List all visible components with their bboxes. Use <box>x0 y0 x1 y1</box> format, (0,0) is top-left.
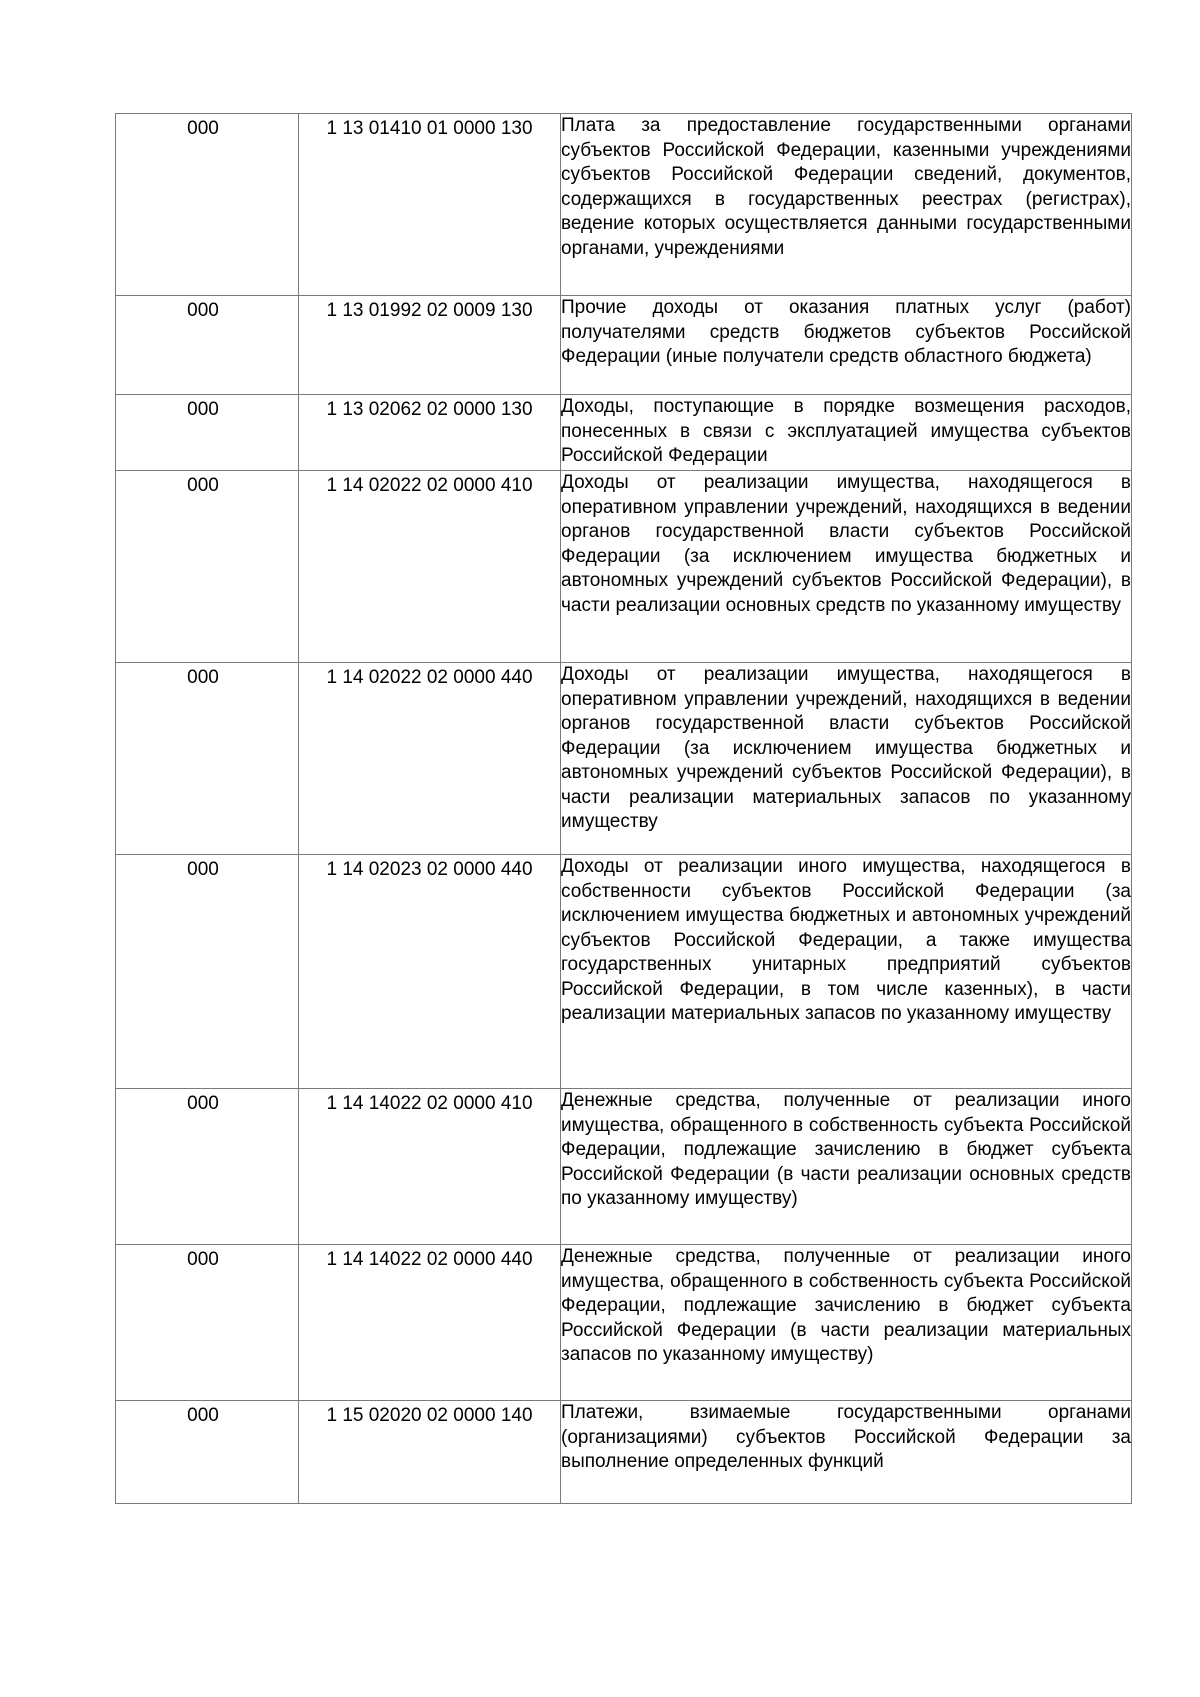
income-name: Доходы, поступающие в порядке возмещения расходов, понесенных в связи с эксплуатацией имущества субъектов Российской Федерации <box>561 395 1132 471</box>
admin-code: 000 <box>187 1249 219 1270</box>
income-code-cell <box>299 1089 561 1245</box>
income-code-cell <box>299 663 561 855</box>
table-row <box>116 1089 1132 1245</box>
admin-code-cell <box>116 1245 299 1401</box>
income-code: 1 14 02022 02 0000 440 <box>326 667 533 688</box>
table-row <box>116 114 1132 296</box>
income-code: 1 13 02062 02 0000 130 <box>326 399 533 420</box>
admin-code: 000 <box>187 1093 219 1114</box>
income-code-cell <box>299 855 561 1089</box>
table-row <box>116 663 1132 855</box>
table-row <box>116 855 1132 1089</box>
admin-code: 000 <box>187 300 219 321</box>
income-code: 1 13 01992 02 0009 130 <box>326 300 533 321</box>
admin-code: 000 <box>187 859 219 880</box>
admin-code: 000 <box>187 118 219 139</box>
admin-code: 000 <box>187 475 219 496</box>
income-codes-table <box>115 113 1132 1504</box>
income-name: Платежи, взимаемые государственными органами (организациями) субъектов Российской Федерации за выполнение определенных функций <box>561 1401 1132 1504</box>
income-code-cell <box>299 114 561 296</box>
income-code-cell <box>299 395 561 471</box>
admin-code-cell <box>116 296 299 395</box>
admin-code: 000 <box>187 1405 219 1426</box>
table-row <box>116 1401 1132 1504</box>
income-name: Денежные средства, полученные от реализации иного имущества, обращенного в собственность субъекта Российской Федерации, подлежащие зачислению в бюджет субъекта Российской Федерации (в части реализации основных средств по указанному имуществу) <box>561 1089 1132 1245</box>
admin-code-cell <box>116 1089 299 1245</box>
admin-code-cell <box>116 855 299 1089</box>
income-code: 1 13 01410 01 0000 130 <box>326 118 533 139</box>
income-name: Доходы от реализации имущества, находящегося в оперативном управлении учреждений, находящихся в ведении органов государственной власти субъектов Российской Федерации (за исключением имущества бюджетных и автономных учреждений субъектов Российской Федерации), в части реализации основных средств по указанному имуществу <box>561 471 1132 663</box>
income-code-cell <box>299 296 561 395</box>
admin-code-cell <box>116 471 299 663</box>
income-code: 1 14 14022 02 0000 410 <box>326 1093 533 1114</box>
admin-code-cell <box>116 395 299 471</box>
income-code-cell <box>299 1401 561 1504</box>
admin-code-cell <box>116 1401 299 1504</box>
income-code: 1 14 02022 02 0000 410 <box>326 475 533 496</box>
income-name: Доходы от реализации имущества, находящегося в оперативном управлении учреждений, находящихся в ведении органов государственной власти субъектов Российской Федерации (за исключением имущества бюджетных и автономных учреждений субъектов Российской Федерации), в части реализации материальных запасов по указанному имуществу <box>561 663 1132 855</box>
income-code-cell <box>299 471 561 663</box>
table-row <box>116 1245 1132 1401</box>
income-name: Плата за предоставление государственными органами субъектов Российской Федерации, казенными учреждениями субъектов Российской Федерации сведений, документов, содержащихся в государственных реестрах (регистрах), ведение которых осуществляется данными государственными органами, учреждениями <box>561 114 1132 296</box>
income-name: Доходы от реализации иного имущества, находящегося в собственности субъектов Российской Федерации (за исключением имущества бюджетных и автономных учреждений субъектов Российской Федерации, а также имущества государственных унитарных предприятий субъектов Российской Федерации, в том числе казенных), в части реализации материальных запасов по указанному имуществу <box>561 855 1132 1089</box>
admin-code-cell <box>116 114 299 296</box>
admin-code: 000 <box>187 399 219 420</box>
income-code: 1 14 14022 02 0000 440 <box>326 1249 533 1270</box>
income-name: Прочие доходы от оказания платных услуг (работ) получателями средств бюджетов субъектов Российской Федерации (иные получатели средств областного бюджета) <box>561 296 1132 395</box>
table-row <box>116 395 1132 471</box>
admin-code: 000 <box>187 667 219 688</box>
income-code: 1 15 02020 02 0000 140 <box>326 1405 533 1426</box>
table-row <box>116 296 1132 395</box>
table-row <box>116 471 1132 663</box>
income-code-cell <box>299 1245 561 1401</box>
income-name: Денежные средства, полученные от реализации иного имущества, обращенного в собственность субъекта Российской Федерации, подлежащие зачислению в бюджет субъекта Российской Федерации (в части реализации материальных запасов по указанному имуществу) <box>561 1245 1132 1401</box>
income-code: 1 14 02023 02 0000 440 <box>326 859 533 880</box>
admin-code-cell <box>116 663 299 855</box>
